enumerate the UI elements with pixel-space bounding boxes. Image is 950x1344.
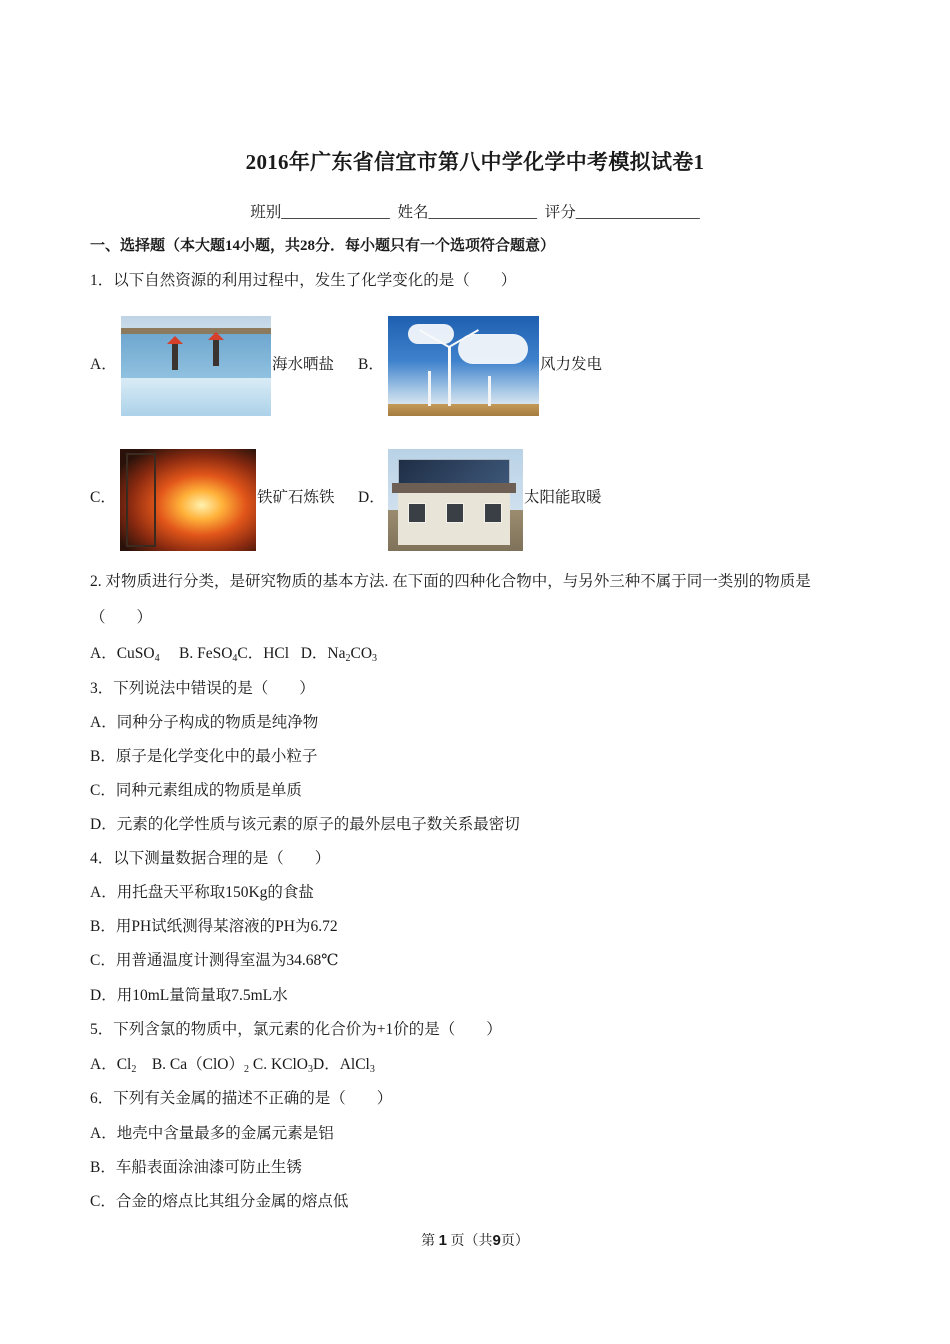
question-5-stem: 5．下列含氯的物质中，氯元素的化合价为+1价的是（ ） bbox=[90, 1021, 502, 1038]
question-6-stem: 6．下列有关金属的描述不正确的是（ ） bbox=[90, 1090, 393, 1107]
question-1-options-row-ab bbox=[90, 316, 850, 418]
student-info-line: 班别______________ 姓名______________ 评分________________ bbox=[250, 204, 700, 221]
wind-turbines-photo bbox=[388, 316, 539, 416]
worker-hat bbox=[167, 336, 183, 344]
page-number: 1 bbox=[438, 1232, 447, 1249]
page-footer: 第 1 页（共9页） bbox=[421, 1232, 529, 1249]
house-window bbox=[446, 503, 464, 523]
solar-panel bbox=[398, 459, 510, 485]
option-d: D．$Na_2CO_3$ bbox=[300, 645, 378, 664]
question-6-option-a: A．地壳中含量最多的金属元素是铝 bbox=[90, 1125, 334, 1142]
question-2-options bbox=[90, 641, 377, 663]
option-c: C．HCl bbox=[237, 645, 290, 662]
question-3-stem: 3．下列说法中错误的是（ ） bbox=[90, 680, 315, 697]
turbine-blade bbox=[448, 347, 450, 381]
page-total: 9 bbox=[492, 1232, 501, 1249]
iron-smelting-photo bbox=[120, 449, 256, 551]
question-4-option-b: B．用PH试纸测得某溶液的PH为6.72 bbox=[90, 918, 338, 935]
question-3-option-a: A．同种分子构成的物质是纯净物 bbox=[90, 714, 319, 731]
option-b: B. $Ca(ClO)_2$ bbox=[151, 1056, 249, 1075]
exam-title: 2016年广东省信宜市第八中学化学中考模拟试卷1 bbox=[245, 150, 705, 174]
option-letter: B． bbox=[358, 356, 384, 373]
question-6-option-c: C．合金的熔点比其组分金属的熔点低 bbox=[90, 1193, 349, 1210]
option-b: B. FeSO$_4$ bbox=[178, 645, 238, 664]
sea-salt-drying-photo bbox=[121, 316, 271, 416]
option-a: A．CuSO$_4$ bbox=[90, 645, 160, 664]
cloud bbox=[458, 334, 528, 364]
question-6-option-b: B．车船表面涂油漆可防止生锈 bbox=[90, 1159, 302, 1176]
option-letter: D． bbox=[358, 489, 385, 506]
option-text: 太阳能取暖 bbox=[524, 489, 602, 506]
option-text: 风力发电 bbox=[540, 356, 603, 373]
worker-hat bbox=[208, 332, 224, 340]
option-a: A．$Cl_2$ bbox=[90, 1056, 137, 1075]
solar-panel-house-photo bbox=[388, 449, 523, 551]
question-5-options bbox=[90, 1052, 375, 1074]
question-4-option-d: D．用10mL量筒量取7.5mL水 bbox=[90, 987, 288, 1004]
cloud bbox=[408, 324, 454, 344]
house-roof bbox=[392, 483, 516, 493]
question-4-option-c: C．用普通温度计测得室温为34.68℃ bbox=[90, 952, 339, 969]
question-2-stem: 2. 对物质进行分类，是研究物质的基本方法. 在下面的四种化合物中，与另外三种不属于同一类别的物质是 bbox=[90, 573, 811, 590]
option-letter: A． bbox=[90, 356, 117, 373]
option-c: C. KClO$_3$ bbox=[252, 1056, 313, 1075]
option-letter: C． bbox=[90, 489, 116, 506]
question-1-options-row-cd bbox=[90, 449, 850, 551]
option-text: 铁矿石炼铁 bbox=[257, 489, 335, 506]
question-3-option-c: C．同种元素组成的物质是单质 bbox=[90, 782, 302, 799]
worker-figure bbox=[172, 344, 178, 370]
house-window bbox=[408, 503, 426, 523]
option-text: 海水晒盐 bbox=[272, 356, 335, 373]
section-heading: 一、选择题（本大题14小题，共28分．每小题只有一个选项符合题意） bbox=[90, 238, 556, 254]
question-3-option-b: B．原子是化学变化中的最小粒子 bbox=[90, 748, 318, 765]
question-4-stem: 4．以下测量数据合理的是（ ） bbox=[90, 850, 331, 867]
turbine-tower bbox=[428, 371, 431, 406]
furnace-frame bbox=[126, 453, 156, 547]
option-d: D．AlCl$_3$ bbox=[313, 1056, 375, 1075]
turbine-tower bbox=[488, 376, 491, 406]
salt-pan-water bbox=[121, 378, 271, 416]
question-4-option-a: A．用托盘天平称取150Kg的食盐 bbox=[90, 884, 314, 901]
question-3-option-d: D．元素的化学性质与该元素的原子的最外层电子数关系最密切 bbox=[90, 816, 520, 833]
question-1-stem: 1．以下自然资源的利用过程中，发生了化学变化的是（ ） bbox=[90, 272, 517, 289]
question-2-stem-continued: （ ） bbox=[90, 609, 153, 626]
house-window bbox=[484, 503, 502, 523]
worker-figure bbox=[213, 340, 219, 366]
